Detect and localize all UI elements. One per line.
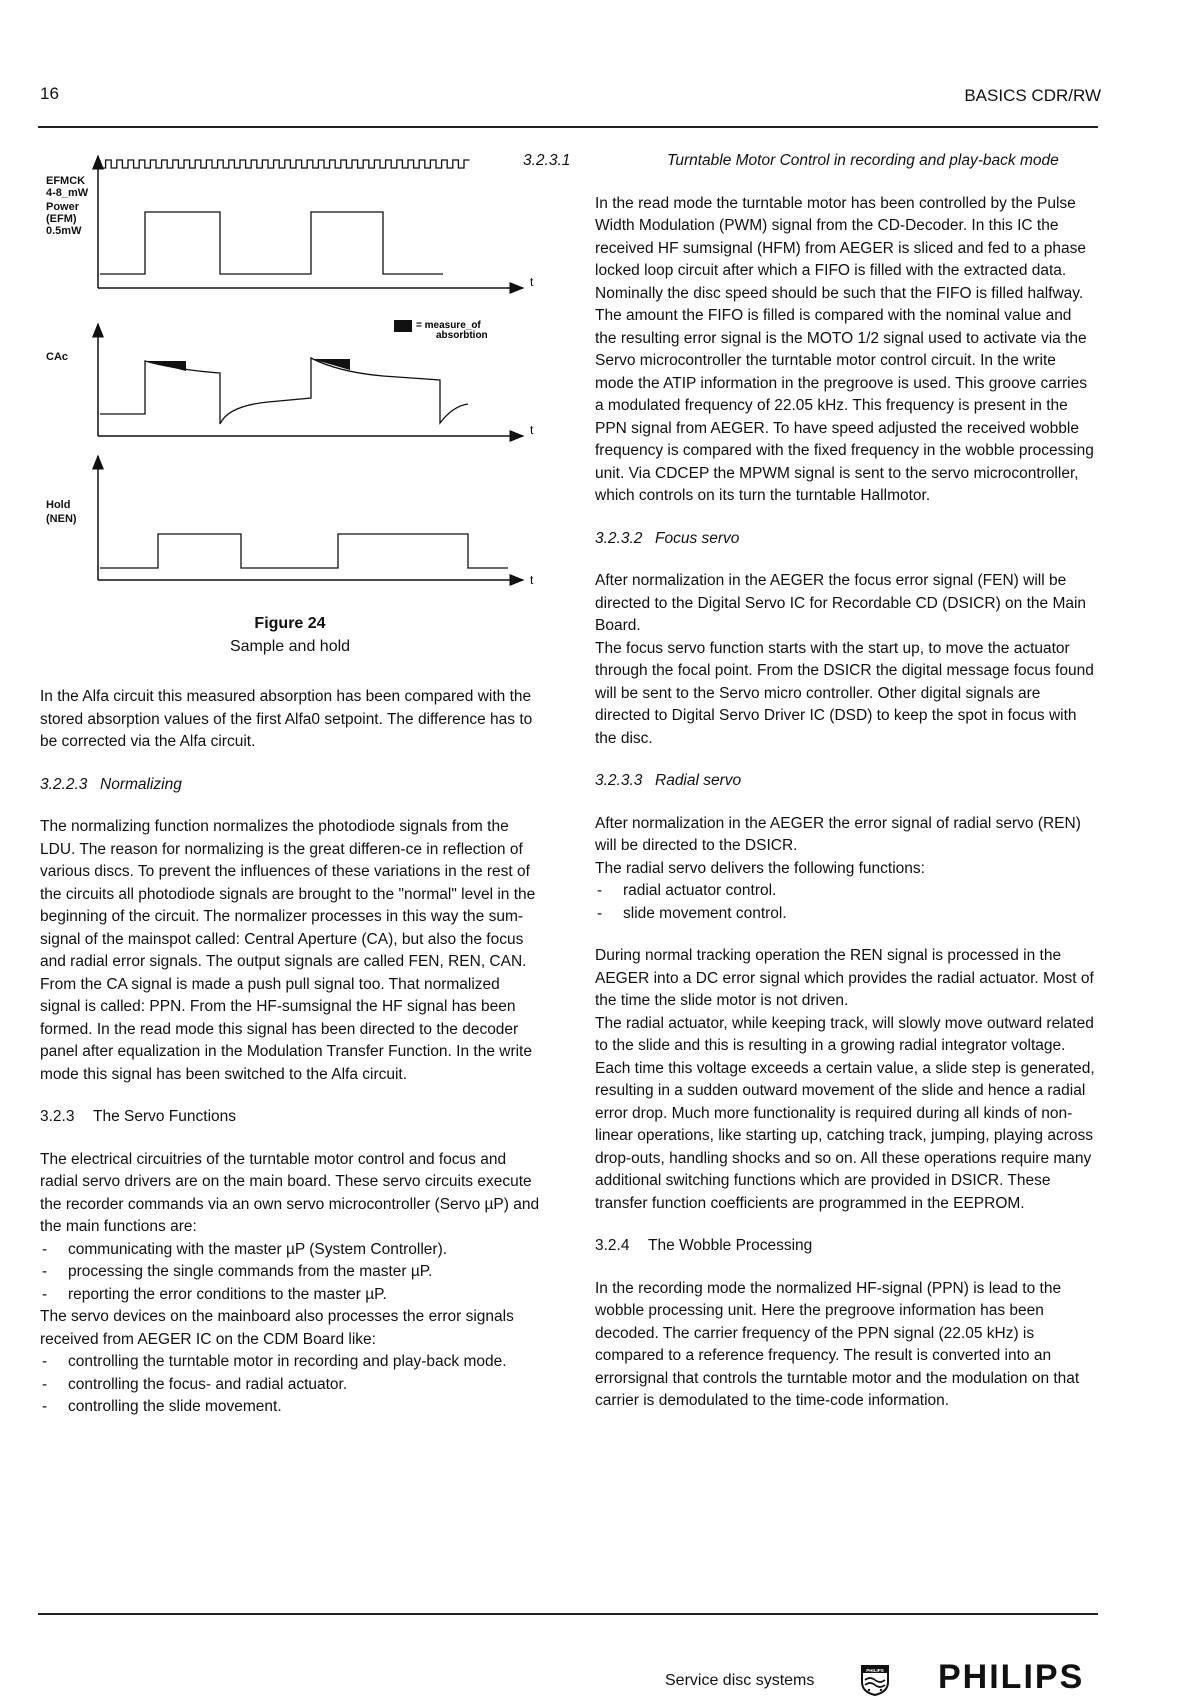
section-number: 3.2.2.3 xyxy=(40,775,88,793)
list-item: - reporting the error conditions to the master µP. xyxy=(40,1284,540,1307)
paragraph: The focus servo function starts with the start up, to move the actuator through the focal point. From the DSICR the digital message focus found will be sent to the Servo micro controller. Other digital signals are directed to Digital Servo Driver IC (DSD) to keep the spot in focus with the disc. xyxy=(595,639,1094,747)
power-low-label: 0.5mW xyxy=(46,225,82,237)
section-number: 3.2.4 xyxy=(595,1237,630,1254)
cac-trace xyxy=(100,358,468,424)
right-column xyxy=(523,150,1095,1413)
legend-line-1: = measure_of xyxy=(416,320,481,331)
page-number: 16 xyxy=(40,84,59,103)
section-heading-3233 xyxy=(595,770,1095,793)
paragraph: The servo devices on the mainboard also processes the error signals received from AEGER IC on the CDM Board like: xyxy=(40,1308,514,1348)
paragraph: The radial actuator, while keeping track, will slowly move outward related to the slide and this is resulting in a growing radial integrator voltage. Each time this voltage exceeds a certain value, a slide step is generated, resulting in a sudden outward movement of the slide and hence a radial error drop. Much more functionality is required during all kinds of non-linear operations, like starting up, catching track, jumping, playing across drop-outs, handling shocks and so on. All these operations require many additional switching functions which are provided in DSICR. These transfer function coefficients are programmed in the EEPROM. xyxy=(595,1014,1095,1212)
header-rule xyxy=(38,126,1098,128)
list-item: - controlling the focus- and radial actuator. xyxy=(40,1374,540,1397)
section-heading-324 xyxy=(595,1235,1095,1258)
paragraph: In the recording mode the normalized HF-signal (PPN) is lead to the wobble processing unit. Here the pregroove information has been decoded. The carrier frequency of the PPN signal (22.05 kHz) is compared to a reference frequency. The result is converted into an errorsignal that controls the turntable motor and the modulation on that carrier is demodulated to the time-code information. xyxy=(595,1279,1080,1409)
section-title: Radial servo xyxy=(655,772,742,789)
efmck-clock-trace xyxy=(100,160,470,168)
section-number: 3.2.3 xyxy=(40,1108,75,1125)
function-list xyxy=(40,1239,540,1307)
section-title: Normalizing xyxy=(100,775,182,793)
philips-shield-icon xyxy=(860,1664,890,1696)
shield-text: PHILIPS xyxy=(866,1668,884,1673)
paragraph: During normal tracking operation the REN signal is processed in the AEGER into a DC error signal which provides the radial actuator. Most of the time the slide motor is not driven. xyxy=(595,947,1094,1009)
section-heading-3232 xyxy=(595,528,1095,551)
section-title: The Servo Functions xyxy=(93,1108,237,1125)
hold-label: Hold xyxy=(46,499,71,511)
section-number: 3.2.3.3 xyxy=(595,772,643,789)
paragraph: In the Alfa circuit this measured absorption has been compared with the stored absorption values of the first Alfa0 setpoint. The difference has to be corrected via the Alfa circuit. xyxy=(40,688,533,750)
section-title: Focus servo xyxy=(655,529,740,547)
paragraph: The electrical circuitries of the turntable motor control and focus and radial servo drivers are on the main board. These servo circuits execute the recorder commands via an own servo microcontroller (Servo µP) and the main functions are: xyxy=(40,1150,540,1235)
list-item: - communicating with the master µP (System Controller). xyxy=(40,1239,540,1262)
section-number: 3.2.3.1 xyxy=(523,152,571,169)
absorption-sample-2 xyxy=(312,359,350,370)
cac-label: CAc xyxy=(46,351,69,363)
time-label-3: t xyxy=(530,573,534,587)
power-label: Power xyxy=(46,201,80,213)
efmck-power-label: 4-8_mW xyxy=(46,187,89,199)
paragraph: After normalization in the AEGER the focus error signal (FEN) will be directed to the Digital Servo IC for Recordable CD (DSICR) on the Main Board. xyxy=(595,572,1087,634)
section-heading-3223 xyxy=(40,774,540,797)
paragraph: After normalization in the AEGER the error signal of radial servo (REN) will be directed to the DSICR. xyxy=(595,814,1081,854)
section-title: The Wobble Processing xyxy=(648,1237,813,1254)
section-heading-323 xyxy=(40,1106,540,1129)
power-trace xyxy=(100,212,443,274)
left-column xyxy=(40,686,540,1419)
footer-text: Service disc systems xyxy=(665,1672,815,1689)
figure-caption-title: Figure 24 xyxy=(254,615,326,632)
efmck-label: EFMCK xyxy=(46,175,86,187)
absorption-sample-1 xyxy=(146,361,186,371)
nen-label: (NEN) xyxy=(46,513,77,525)
hold-trace xyxy=(100,534,508,568)
list-item: - controlling the slide movement. xyxy=(40,1396,540,1419)
running-header: BASICS CDR/RW xyxy=(964,86,1101,105)
time-label-1: t xyxy=(530,275,534,289)
section-number: 3.2.3.2 xyxy=(595,529,643,547)
figure-24-diagram xyxy=(38,148,548,596)
list-item: - slide movement control. xyxy=(595,903,1095,926)
time-label-2: t xyxy=(530,423,534,437)
section-title: Turntable Motor Control in recording and play-back mode xyxy=(667,152,1059,169)
control-list xyxy=(40,1351,540,1419)
list-item: - controlling the turntable motor in recording and play-back mode. xyxy=(40,1351,540,1374)
philips-logo: PHILIPS xyxy=(938,1658,1085,1696)
legend-swatch xyxy=(394,320,412,332)
paragraph: In the read mode the turntable motor has been controlled by the Pulse Width Modulation (PWM) signal from the CD-Decoder. In this IC the received HF sumsignal (HFM) from AEGER is sliced and fed to a phase locked loop circuit after which a FIFO is filled with the extracted data. Nominally the disc speed should be such that the FIFO is filled halfway. The amount the FIFO is filled is compared with the nominal value and the resulting error signal is the MOTO 1/2 signal used to activate via the Servo microcontroller the turntable motor control circuit. In the write mode the ATIP information in the pregroove is used. This groove carries a modulated frequency of 22.05 kHz. This frequency is present in the PPN signal from AEGER. To have speed adjusted the received wobble frequency is compared with the fixed frequency in the wobble processing unit. Via CDCEP the MPWM signal is sent to the servo microcontroller, which controls on its turn the turntable Hallmotor. xyxy=(595,194,1094,504)
paragraph: The normalizing function normalizes the photodiode signals from the LDU. The reason for normalizing is the great differen-ce in reflection of various discs. To prevent the influences of these variations in the rest of the circuits all photodiode signals are brought to the "normal" level in the beginning of the circuit. The normalizer processes in this way the sum-signal of the mainspot called: Central Aperture (CA), but also the focus and radial error signals. The output signals are called FEN, REN, CAN. From the CA signal is made a push pull signal too. That normalized signal is called: PPN. From the HF-sumsignal the HF signal has been formed. In the read mode this signal has been directed to the decoder panel after equalization in the Modulation Transfer Function. In the write mode this signal has been switched to the Alfa circuit. xyxy=(40,818,536,1083)
paragraph: The radial servo delivers the following functions: xyxy=(595,859,925,877)
list-item: - processing the single commands from the master µP. xyxy=(40,1261,540,1284)
radial-function-list xyxy=(595,880,1095,925)
list-item: - radial actuator control. xyxy=(595,880,1095,903)
legend-line-2: absorbtion xyxy=(436,330,488,341)
figure-caption-subtitle: Sample and hold xyxy=(229,638,351,655)
figure-caption xyxy=(40,612,540,658)
footer-rule xyxy=(38,1613,1098,1615)
section-heading-3231 xyxy=(523,150,1095,173)
efm-label: (EFM) xyxy=(46,213,77,225)
